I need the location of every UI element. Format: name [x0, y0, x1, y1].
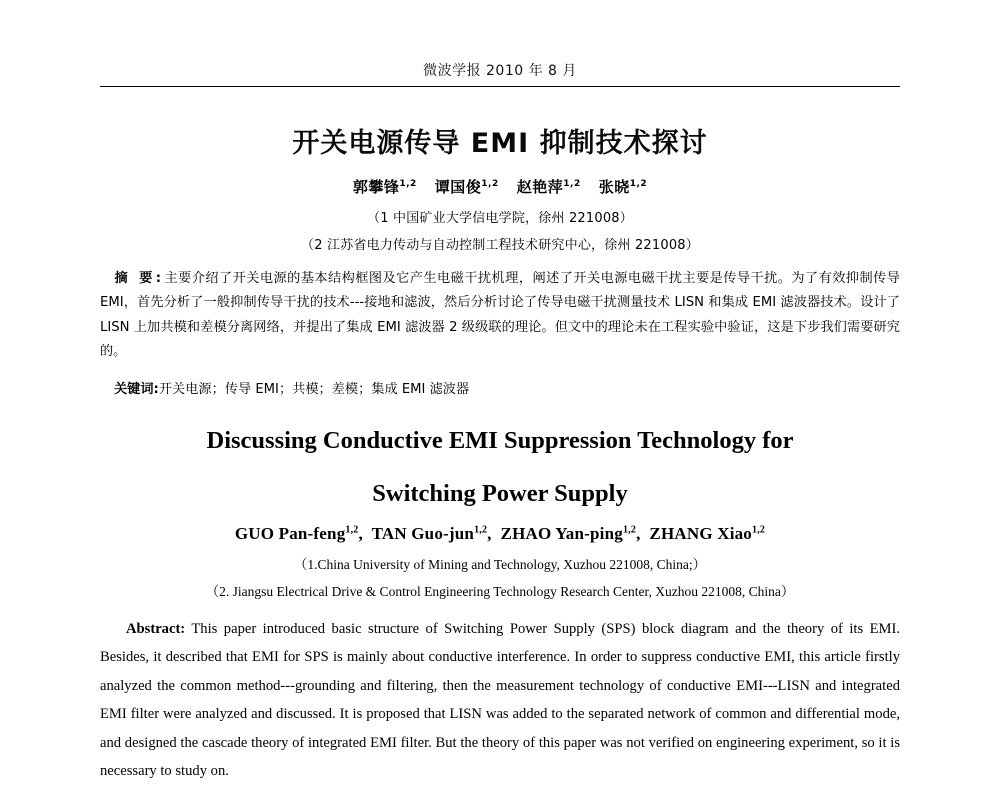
english-affiliation-1: （1.China University of Mining and Technology, Xuzhou 221008, China;）	[293, 557, 707, 573]
english-title-line-2: Switching Power Supply	[372, 480, 628, 508]
chinese-author-affil-marker: 1,2	[629, 179, 648, 189]
chinese-affiliation-2: （2 江苏省电力传动与自动控制工程技术研究中心，徐州 221008）	[301, 238, 699, 253]
chinese-author: 谭国俊	[434, 178, 482, 196]
chinese-abstract-label: 摘 要:	[114, 271, 165, 286]
chinese-author: 郭攀锋	[352, 178, 400, 196]
english-abstract-text: This paper introduced basic structure of Switching Power Supply (SPS) block diagram and the theory of its EMI. Besides, it described that EMI for SPS is mainly about conductive interference. In order to suppress conductive EMI, this article firstly analyzed the common method---grounding and filtering, then the measurement technology of conductive EMI---LISN and integrated EMI filter were analyzed and discussed. It is proposed that LISN was added to the separated network of common and differential mode, and designed the cascade theory of integrated EMI filter. But the theory of this paper was not verified on engineering experiment, so it is necessary to study on.	[100, 620, 901, 780]
chinese-author-affil-marker: 1,2	[399, 179, 417, 189]
chinese-author-affil-marker: 1,2	[481, 179, 499, 189]
english-author-affil-marker: 1,2	[474, 524, 488, 536]
chinese-affiliation-1: （1 中国矿业大学信电学院，徐州 221008）	[367, 211, 633, 226]
english-affiliation-2: （2. Jiangsu Electrical Drive & Control Engineering Technology Research Center, Xuzhou 221008, China）	[205, 584, 795, 600]
chinese-title: 开关电源传导 EMI 抑制技术探讨	[292, 128, 708, 159]
chinese-abstract-text: 主要介绍了开关电源的基本结构框图及它产生电磁干扰机理，阐述了开关电源电磁干扰主要是传导干扰。为了有效抑制传导 EMI，首先分析了一般抑制传导干扰的技术---接地和滤波，然后分析讨论了传导电磁干扰测量技术 LISN 和集成 EMI 滤波器技术。设计了 LISN 上加共模和差模分离网络，并提出了集成 EMI 滤波器 2 级级联的理论。但文中的理论未在工程实验中验证，这是下步我们需要研究的。	[100, 271, 900, 360]
english-author-affil-marker: 1,2	[752, 524, 766, 536]
english-title-line-1: Discussing Conductive EMI Suppression Technology for	[206, 426, 794, 454]
chinese-keywords-text: 开关电源；传导 EMI；共模；差模；集成 EMI 滤波器	[158, 381, 470, 397]
header-divider	[100, 86, 900, 87]
chinese-abstract	[100, 267, 900, 365]
english-author-affil-marker: 1,2	[622, 524, 637, 536]
chinese-author-list	[100, 176, 900, 197]
english-author: ZHAO Yan-ping	[500, 524, 623, 544]
chinese-keywords-label: 关键词:	[114, 381, 159, 397]
running-head: 微波学报 2010 年 8 月	[423, 63, 577, 79]
english-author-list: GUO Pan-feng$^{1,2}$, TAN Guo-jun$^{1,2}$, ZHAO Yan-ping$^{1,2}$, ZHANG Xiao$^{1,2}$	[234, 524, 766, 544]
english-author: GUO Pan-feng	[234, 524, 346, 544]
chinese-author: 张晓	[598, 178, 630, 196]
chinese-author-affil-marker: 1,2	[563, 179, 581, 189]
english-abstract-label: Abstract:	[126, 620, 186, 637]
english-author: ZHANG Xiao	[649, 524, 753, 544]
english-author-affil-marker: 1,2	[345, 524, 359, 536]
english-author: TAN Guo-jun	[371, 524, 475, 544]
chinese-keywords	[100, 378, 900, 402]
chinese-author: 赵艳萍	[516, 178, 564, 196]
